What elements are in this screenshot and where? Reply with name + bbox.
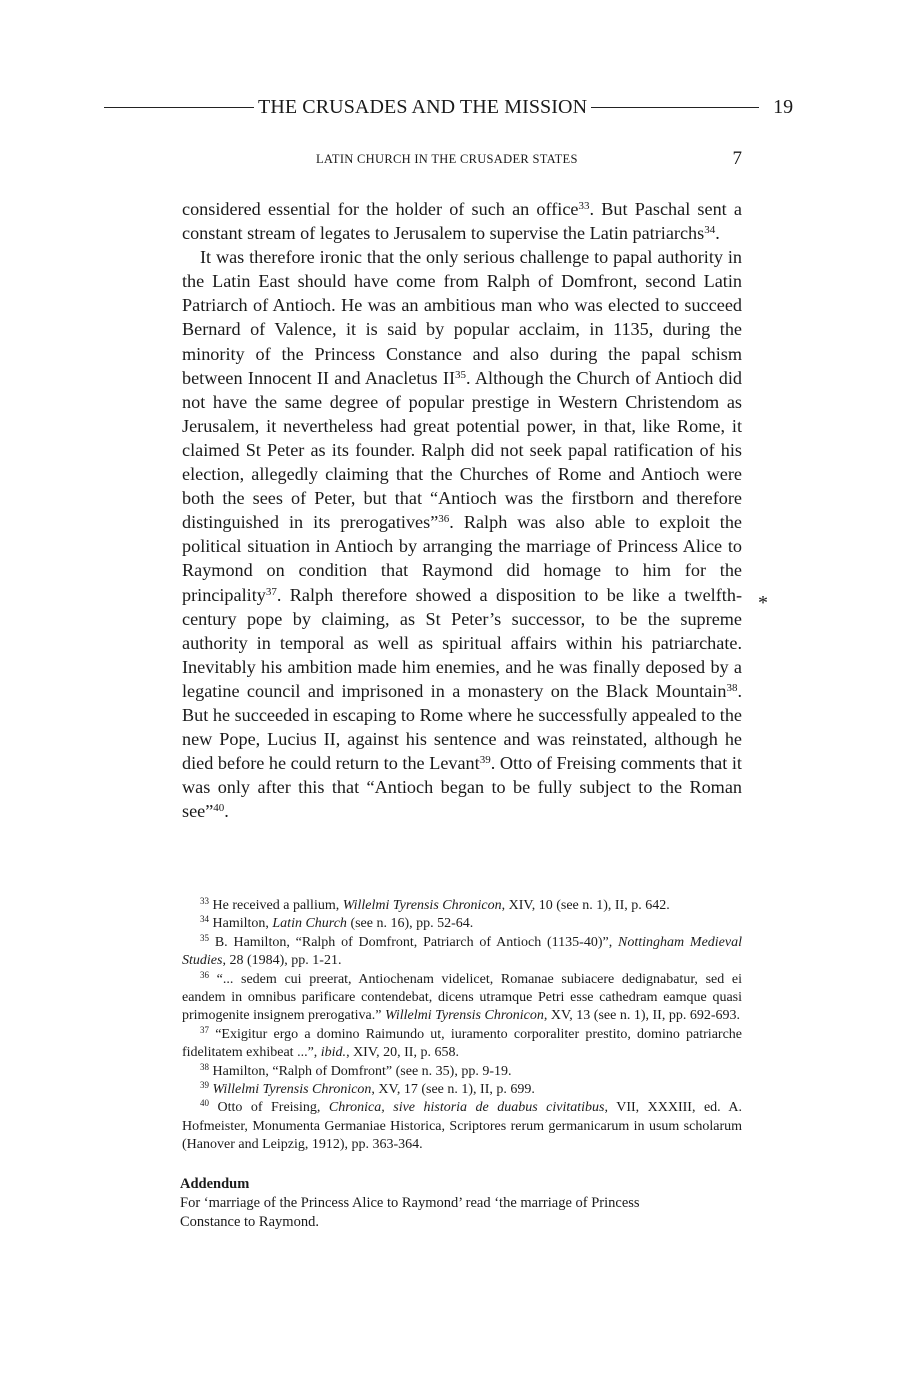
- footnote-ref-34: 34: [704, 224, 716, 237]
- addendum-heading: Addendum: [180, 1176, 250, 1192]
- paragraph-2: It was therefore ironic that the only serious challenge to papal authority in the Latin East should have come from Ralph of Domfront, second Latin Patriarch of Antioch. He was an ambitious man who was elected to succeed Bernard of Valence, it is said by popular acclaim, in 1135, during the minority of the Princess Constance and also during the papal schism between Innocent II and Anacletus II$^{35}$. Although the Church of Antioch did not have the same degree of popular prestige in Western Christendom as Jerusalem, it nevertheless had great potential power, in that, like Rome, it claimed St Peter as its founder. Ralph did not seek papal ratification of his election, allegedly claiming that the Churches of Rome and Antioch were both the sees of Peter, but that “Antioch was the firstborn and therefore distinguished in its prerogatives”$^{36}$. Ralph was also able to exploit the political situation in Antioch by arranging the marriage of Princess Alice to Raymond on condition that Raymond did homage to him for the principality$^{37}$. Ralph therefore showed a disposition to be like a twelfth-century pope by claiming, as St Peter’s successor, to be the supreme authority in temporal as well as spiritual affairs within his patriarchate. Inevitably his ambition made him enemies, and he was finally deposed by a legatine council and imprisoned in a monastery on the Black Mountain$^{38}$. But he succeeded in escaping to Rome where he successfully appealed to the new Pope, Lucius II, against his sentence and was reinstated, although he died before he could return to the Levant$^{39}$. Otto of Freising comments that it was only after this that “Antioch began to be fully subject to the Roman see”$^{40}$.: [182, 247, 743, 822]
- body-text: [182, 197, 742, 823]
- footnote-40: $^{40}$ Otto of Freising, Chronica, sive historia de duabus civitatibus, VII, XXXIII, ed. A. Hofmeister, Monumenta Germaniae Historica, Scriptores rerum germanicarum in usum scholarum (Hanover and Leipzig, 1912), pp. 363-364.: [182, 1098, 742, 1153]
- original-page-number: 7: [732, 148, 742, 169]
- footnote-34: $^{34}$ Hamilton, Latin Church (see n. 16), pp. 52-64.: [200, 914, 474, 932]
- page-number: 19: [773, 95, 794, 118]
- footnote-ref-35: 35: [455, 368, 467, 381]
- margin-asterisk: *: [758, 592, 768, 614]
- sub-head-title: LATIN CHURCH IN THE CRUSADER STATES: [316, 152, 578, 166]
- sub-head: [182, 148, 742, 172]
- running-head: [104, 93, 824, 121]
- footnote-ref-36: 36: [438, 513, 450, 526]
- head-rule-right: [591, 107, 759, 108]
- footnote-37: $^{37}$ “Exigitur ergo a domino Raimundo ut, iuramento corporaliter prestito, domino patriarche fidelitatem exhibeat ...”, ibid., XIV, 20, II, p. 658.: [182, 1024, 742, 1061]
- footnotes: [182, 897, 742, 1155]
- footnote-35: $^{35}$ B. Hamilton, “Ralph of Domfront, Patriarch of Antioch (1135-40)”, Nottingham Medieval Studies, 28 (1984), pp. 1-21.: [182, 932, 743, 969]
- footnote-ref-33: 33: [578, 200, 590, 212]
- footnote-38: $^{38}$ Hamilton, “Ralph of Domfront” (see n. 35), pp. 9-19.: [200, 1061, 512, 1079]
- addendum: [180, 1175, 700, 1232]
- footnote-33: $^{33}$ He received a pallium, Willelmi Tyrensis Chronicon, XIV, 10 (see n. 1), II, p. 642.: [200, 896, 670, 913]
- footnote-36: $^{36}$ “... sedem cui preerat, Antiochenam videlicet, Romanae subiacere dedignabatur, sed ei eandem in omnibus parificare contendebat, dicens utramque Petri esse cathedram eamque quasi primogenite insignem prerogativa.” Willelmi Tyrensis Chronicon, XV, 13 (see n. 1), II, pp. 692-693.: [182, 969, 742, 1024]
- footnote-ref-37: 37: [265, 585, 277, 598]
- running-head-title: THE CRUSADES AND THE MISSION: [258, 95, 588, 118]
- footnote-ref-40: 40: [213, 802, 225, 815]
- footnote-39: $^{39}$ Willelmi Tyrensis Chronicon, XV, 17 (see n. 1), II, p. 699.: [200, 1080, 535, 1098]
- footnote-ref-39: 39: [479, 754, 491, 767]
- footnote-ref-38: 38: [726, 681, 738, 694]
- paragraph-1: considered essential for the holder of such an office$^{33}$. But Paschal sent a constant stream of legates to Jerusalem to supervise the Latin patriarchs$^{34}$.: [182, 199, 742, 244]
- addendum-line-1: For ‘marriage of the Princess Alice to Raymond’ read ‘the marriage of Princess: [180, 1195, 640, 1211]
- addendum-line-2: Constance to Raymond.: [180, 1214, 319, 1230]
- head-rule-left: [104, 107, 254, 108]
